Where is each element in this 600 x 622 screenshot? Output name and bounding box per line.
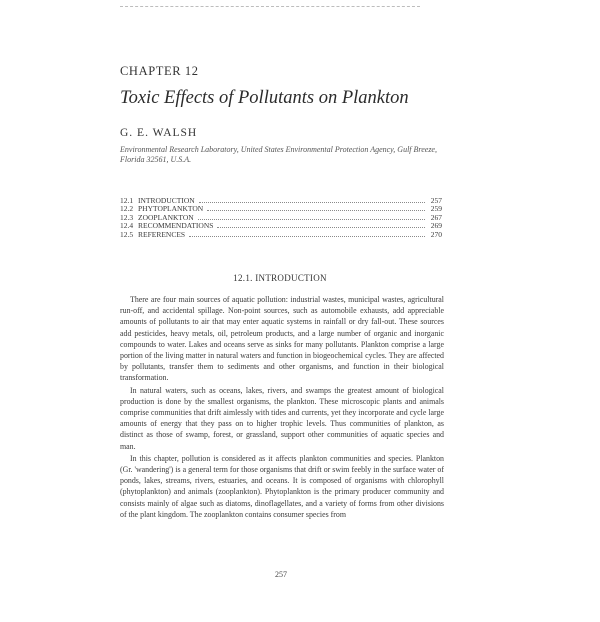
- author-affiliation: Environmental Research Laboratory, United States Environmental Protection Agency, Gulf Breeze, Florida 32561, U.S.A.: [120, 145, 437, 164]
- toc-leader-dots: [217, 226, 425, 228]
- chapter-title: Toxic Effects of Pollutants on Plankton: [120, 88, 409, 108]
- toc-leader-dots: [207, 209, 425, 211]
- table-of-contents: [120, 197, 442, 239]
- section-heading: 12.1. INTRODUCTION: [233, 273, 327, 283]
- toc-entry-number: 12.5: [120, 229, 134, 239]
- body-paragraph: In this chapter, pollution is considered as it affects plankton communities and species. Plankton (Gr. 'wandering') is a general term for those organisms that drift or swim feebly in the surface water of ponds, lakes, streams, rivers, estuaries, and oceans. It is composed of organisms with chlorophyll (phytoplankton) and animals (zooplankton). Phytoplankton is the primary producer community and consists mainly of algae such as diatoms, dinoflagellates, and a variety of forms from other divisions of the plant kingdom. The zooplankton contains consumer species from: [120, 453, 444, 519]
- toc-entry-page: 259: [430, 204, 442, 214]
- toc-entry-title: ZOOPLANKTON: [138, 212, 194, 222]
- toc-entry-page: 257: [430, 196, 442, 205]
- author-name: G. E. WALSH: [120, 127, 198, 139]
- body-paragraph: There are four main sources of aquatic pollution: industrial wastes, municipal wastes, agricultural run-off, and accidental spillage. Non-point sources, such as automobile exhausts, add appreciable amounts of pollutants to air that may enter aquatic systems in rainfall or dry fall-out. These sources add pesticides, heavy metals, oil, petroleum products, and a large number of organic and inorganic compounds to water. Lakes and oceans serve as sinks for many pollutants. Plankton comprise a large portion of the living matter in natural waters and function in biogeochemical cycles. They are affected by pollutants, transfer them to sediments and other organisms, and function in their biological transformation.: [120, 295, 444, 383]
- toc-entry-page: 267: [430, 212, 442, 222]
- toc-entry-page: 269: [430, 221, 442, 231]
- toc-entry-number: 12.4: [120, 221, 134, 231]
- toc-leader-dots: [199, 201, 425, 203]
- toc-entry-title: PHYTOPLANKTON: [138, 204, 204, 214]
- toc-entry-page: 270: [430, 229, 442, 239]
- toc-entry-title: REFERENCES: [138, 229, 186, 239]
- toc-leader-dots: [198, 218, 425, 220]
- toc-entry-number: 12.1: [120, 196, 134, 205]
- toc-entry-number: 12.3: [120, 212, 134, 222]
- toc-entry-references: [120, 231, 442, 239]
- toc-entry-number: 12.2: [120, 204, 134, 214]
- toc-entry-title: RECOMMENDATIONS: [138, 221, 214, 231]
- page-number: 257: [275, 570, 287, 579]
- toc-entry-title: INTRODUCTION: [138, 196, 195, 205]
- chapter-label: CHAPTER 12: [120, 64, 199, 78]
- top-edge-rule: [120, 6, 420, 7]
- body-paragraph: In natural waters, such as oceans, lakes, rivers, and swamps the greatest amount of biological production is done by the smallest organisms, the plankton. These microscopic plants and animals comprise communities that drift aimlessly with tides and currents, yet they incorporate and cycle large amounts of energy that they pass on to higher trophic levels. Thus communities of plankton, as distinct as those of swamp, forest, or grassland, support other communities of aquatic species and man.: [120, 385, 444, 451]
- toc-leader-dots: [189, 235, 425, 237]
- body-text: [120, 294, 444, 521]
